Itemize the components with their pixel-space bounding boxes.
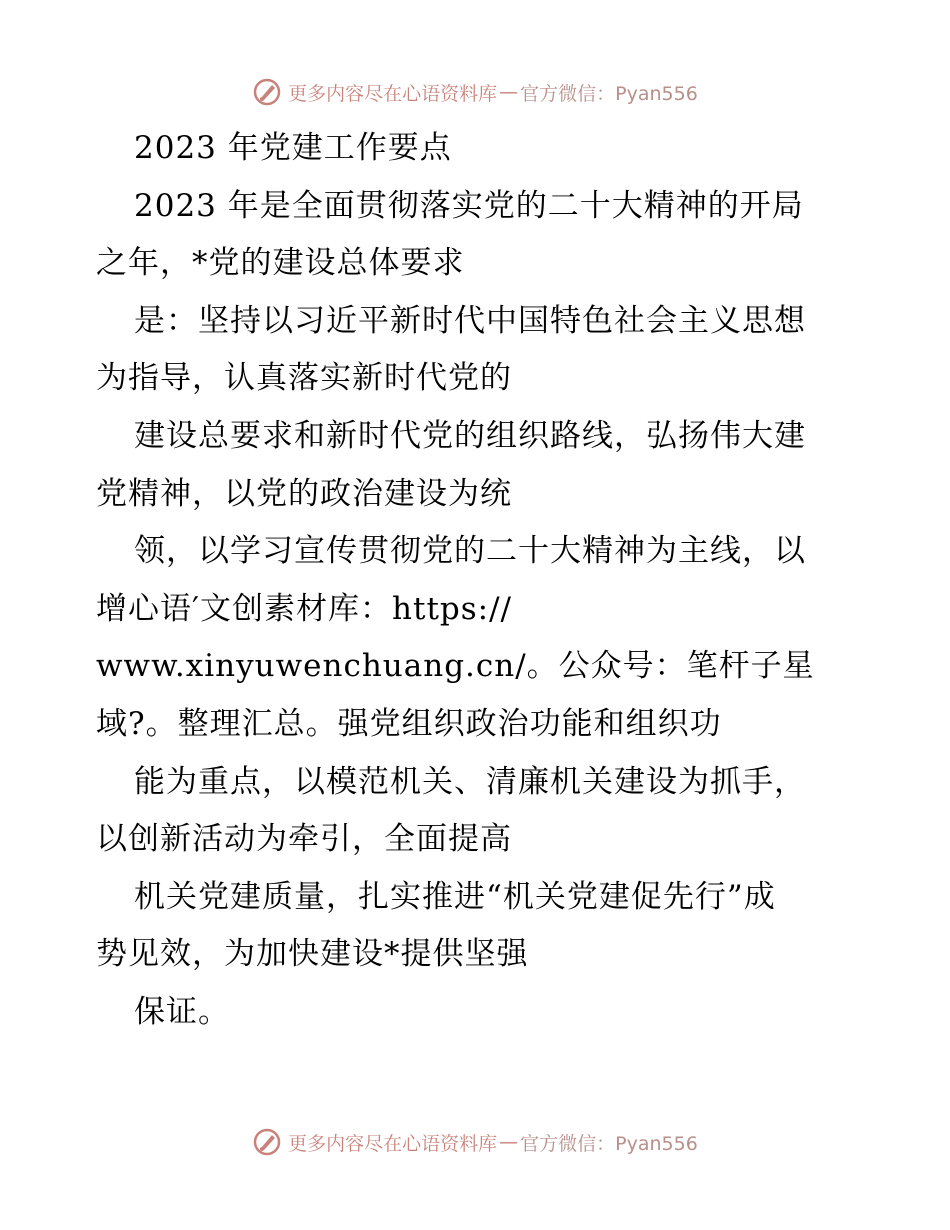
paragraph-line: www.xinyuwenchuang.cn/。公众号：笔杆子星	[96, 648, 815, 685]
paragraph-line: 保证。	[134, 993, 230, 1030]
paragraph-line: 增心语′文创素材库：https://	[96, 590, 513, 627]
watermark-wechat-text: 官方微信：Pyan556	[520, 82, 698, 105]
document-title: 2023 年党建工作要点	[134, 130, 452, 166]
paragraph-line: 以创新活动为牵引，全面提高	[96, 821, 512, 858]
paragraph-line: 2023 年是全面贯彻落实党的二十大精神的开局	[134, 187, 804, 224]
paragraph-line: 域?。整理汇总。强党组织政治功能和组织功	[96, 705, 722, 742]
paragraph-line: 领，以学习宣传贯彻党的二十大精神为主线，以	[134, 533, 806, 570]
watermark-main-text: 更多内容尽在心语资料库	[288, 82, 498, 105]
paragraph-line: 能为重点，以模范机关、清廉机关建设为抓手，	[134, 763, 806, 800]
paragraph-line: 之年，*党的建设总体要求	[96, 245, 465, 282]
paragraph-line: 是：坚持以习近平新时代中国特色社会主义思想	[134, 302, 806, 339]
watermark-main-text: 更多内容尽在心语资料库	[288, 1132, 498, 1155]
document-body	[96, 120, 856, 1042]
paragraph-line: 机关党建质量，扎实推进“机关党建促先行”成	[134, 878, 776, 915]
paragraph-line: 党精神，以党的政治建设为统	[96, 475, 512, 512]
watermark-separator: —	[499, 81, 519, 103]
header-watermark	[0, 72, 950, 112]
pen-logo-icon	[252, 1127, 282, 1157]
pen-logo-icon	[252, 77, 282, 107]
paragraph-line: 为指导，认真落实新时代党的	[96, 360, 512, 397]
footer-watermark	[0, 1122, 950, 1162]
watermark-separator: —	[499, 1131, 519, 1153]
paragraph-line: 建设总要求和新时代党的组织路线，弘扬伟大建	[134, 417, 806, 454]
paragraph-line: 势见效，为加快建设*提供坚强	[96, 936, 529, 973]
watermark-wechat-text: 官方微信：Pyan556	[520, 1132, 698, 1155]
